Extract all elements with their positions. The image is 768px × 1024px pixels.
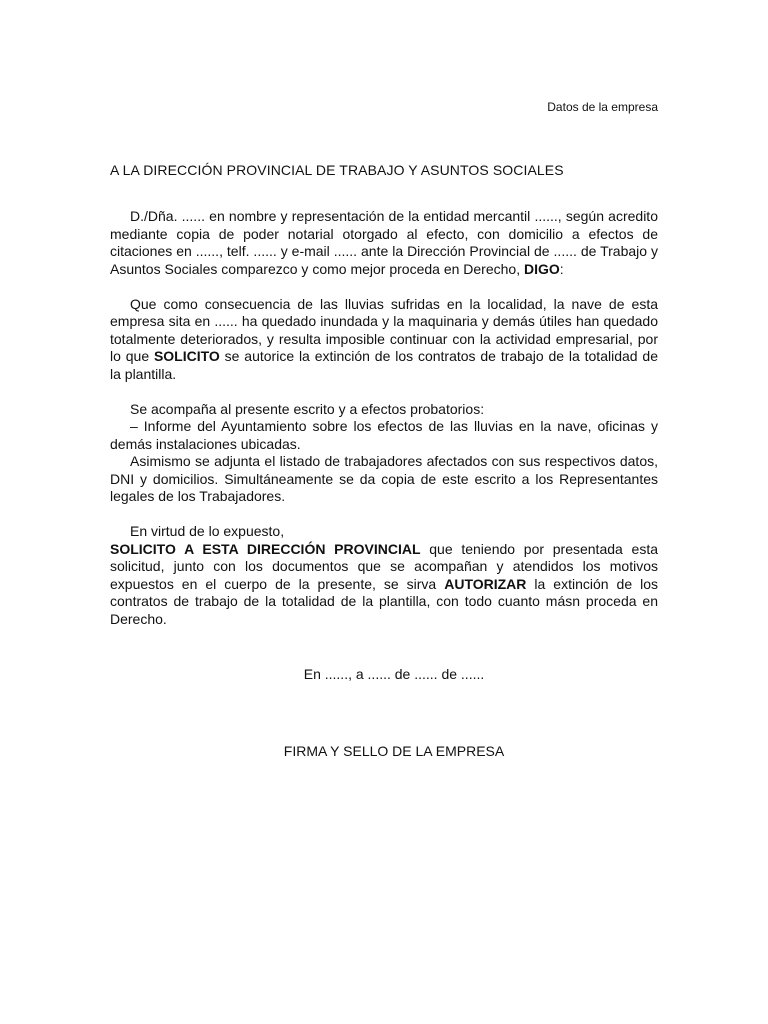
paragraph-comparecencia-end: : [559, 260, 564, 277]
paragraph-gap [110, 383, 658, 401]
paragraph-solicitud-text2: la extinción de los contratos de trabajo de la totalidad de la plantilla, con todo cuanto másn proceda en Derecho. [110, 575, 658, 627]
date-place-line: En ......, a ...... de ...... de ...... [303, 666, 485, 682]
paragraph-comparecencia-text: D./Dña. ...... en nombre y representación de la entidad mercantil ......, según acredito mediante copia de poder notarial otorgado al efecto, con domicilio a efectos de citaciones en ......, telf. ...... y e-mail ...... ante la Dirección Provincial de ...... de Trabajo y Asuntos Sociales comparezco y como mejor proceda en Derecho, [110, 208, 658, 277]
company-data-header: Datos de la empresa [547, 100, 658, 114]
paragraph-hechos-text: Que como consecuencia de las lluvias sufridas en la localidad, la nave de esta empresa sita en ...... ha quedado inundada y la maquinaria y demás útiles han quedado totalmente deteriorados, y resulta imposible continuar con la actividad empresarial, por lo que [110, 295, 658, 364]
paragraph-hechos [110, 296, 658, 384]
paragraph-solicitud [110, 541, 658, 629]
paragraph-attachments-intro: Se acompaña al presente escrito y a efectos probatorios: [130, 400, 485, 417]
addressee-line: A LA DIRECCIÓN PROVINCIAL DE TRABAJO Y ASUNTOS SOCIALES [110, 162, 564, 178]
autorizar-keyword: AUTORIZAR [444, 575, 527, 592]
paragraph-conclusion-intro: En virtud de lo expuesto, [130, 523, 285, 539]
digo-keyword: DIGO [523, 260, 560, 277]
paragraph-comparecencia [110, 208, 658, 278]
attachment-item: – Informe del Ayuntamiento sobre los efectos de las lluvias en la nave, oficinas y demás instalaciones ubicadas. [110, 418, 658, 452]
solicito-direccion-keyword: SOLICITO A ESTA DIRECCIÓN PROVINCIAL [110, 540, 421, 557]
paragraph-gap [110, 278, 658, 296]
paragraph-solicitud-text1: que teniendo por presentada esta solicitud, junto con los documentos que se acompañan y atendidos los motivos expuestos en el cuerpo de la presente, se sirva [110, 540, 658, 592]
document-body [110, 208, 658, 628]
paragraph-attachments-additional: Asimismo se adjunta el listado de trabajadores afectados con sus respectivos datos, DNI y domicilios. Simultáneamente se da copia de este escrito a los Representantes legales de los Trabajadores. [110, 453, 658, 504]
paragraph-hechos-end: se autorice la extinción de los contratos de trabajo de la totalidad de la plantilla. [110, 348, 658, 382]
solicito-keyword: SOLICITO [153, 348, 220, 364]
paragraph-gap [110, 506, 658, 524]
signature-line: FIRMA Y SELLO DE LA EMPRESA [283, 743, 505, 759]
